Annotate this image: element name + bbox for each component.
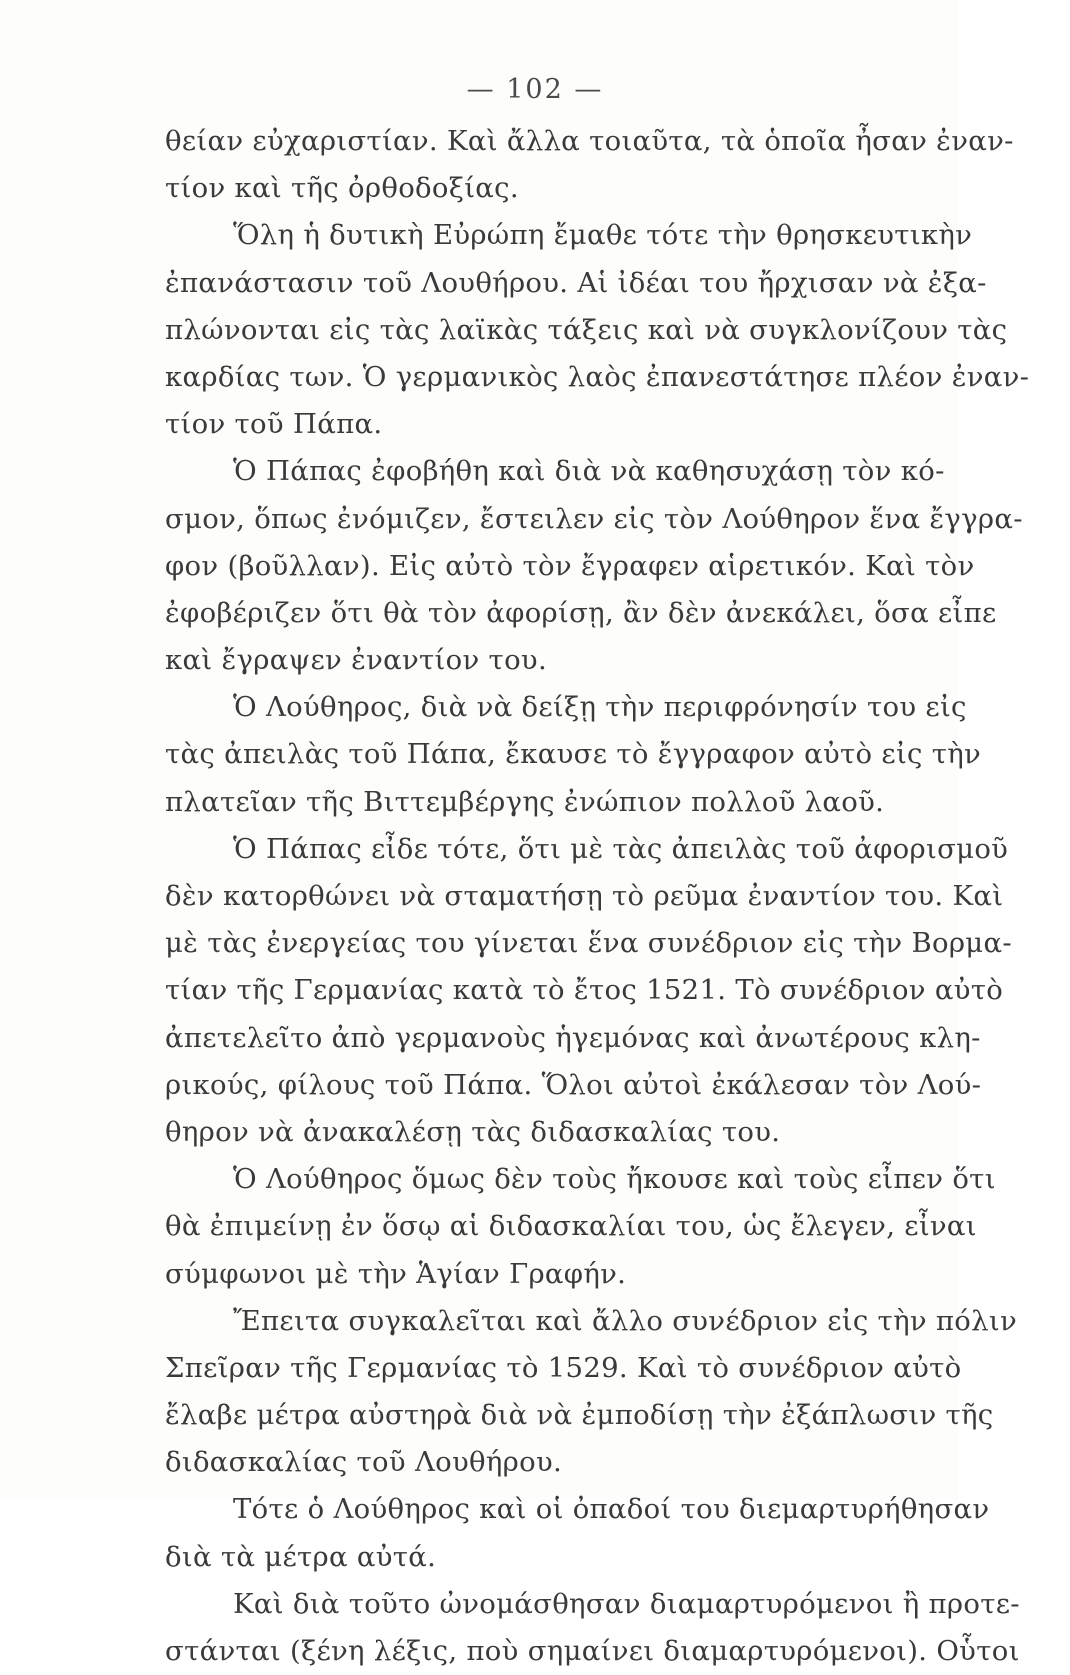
text-line: ἐφοβέριζεν ὅτι θὰ τὸν ἀφορίσῃ, ἂν δὲν ἀνεκάλει, ὅσα εἶπε (165, 596, 997, 629)
text-line: σμον, ὅπως ἐνόμιζεν, ἔστειλεν εἰς τὸν Λούθηρον ἕνα ἔγγρα- (165, 502, 1023, 535)
text-line: Ὅλη ἡ δυτικὴ Εὐρώπη ἔμαθε τότε τὴν θρησκευτικὴν (233, 219, 973, 252)
text-line: θὰ ἐπιμείνῃ ἐν ὅσῳ αἱ διδασκαλίαι του, ὡς ἔλεγεν, εἶναι (165, 1210, 977, 1243)
text-line: πλώνονται εἰς τὰς λαϊκὰς τάξεις καὶ νὰ συγκλονίζουν τὰς (165, 313, 1008, 346)
text-line: Σπεῖραν τῆς Γερμανίας τὸ 1529. Καὶ τὸ συνέδριον αὐτὸ (165, 1351, 962, 1384)
text-line: Ὁ Πάπας ἐφοβήθη καὶ διὰ νὰ καθησυχάσῃ τὸν κό- (233, 455, 945, 488)
text-line: καρδίας των. Ὁ γερμανικὸς λαὸς ἐπανεστάτησε πλέον ἐναν- (165, 360, 1030, 393)
text-line: Ὁ Πάπας εἶδε τότε, ὅτι μὲ τὰς ἀπειλὰς τοῦ ἀφορισμοῦ (233, 832, 1009, 865)
text-line: θείαν εὐχαριστίαν. Καὶ ἄλλα τοιαῦτα, τὰ ὁποῖα ἦσαν ἐναν- (165, 125, 1014, 157)
text-line: μὲ τὰς ἐνεργείας του γίνεται ἕνα συνέδριον εἰς τὴν Βορμα- (165, 927, 1012, 960)
text-line: Καὶ διὰ τοῦτο ὠνομάσθησαν διαμαρτυρόμενοι ἢ προτε- (233, 1587, 1020, 1620)
text-line: δὲν κατορθώνει νὰ σταματήσῃ τὸ ρεῦμα ἐναντίον του. Καὶ (165, 880, 1004, 912)
text-line: ἔλαβε μέτρα αὐστηρὰ διὰ νὰ ἐμποδίσῃ τὴν ἐξάπλωσιν τῆς (165, 1399, 994, 1432)
text-line: Τότε ὁ Λούθηρος καὶ οἱ ὀπαδοί του διεμαρτυρήθησαν (233, 1493, 990, 1526)
text-line: καὶ ἔγραψεν ἐναντίον του. (165, 644, 547, 677)
text-line: φον (βοῦλλαν). Εἰς αὐτὸ τὸν ἔγραφεν αἱρετικόν. Καὶ τὸν (165, 549, 975, 582)
text-line: τὰς ἀπειλὰς τοῦ Πάπα, ἔκαυσε τὸ ἔγγραφον αὐτὸ εἰς τὴν (165, 738, 982, 771)
page-number: — 102 — (466, 74, 604, 105)
text-line: τίον καὶ τῆς ὀρθοδοξίας. (165, 172, 519, 205)
text-line: θηρον νὰ ἀνακαλέσῃ τὰς διδασκαλίας του. (165, 1115, 781, 1148)
text-line: ἀπετελεῖτο ἀπὸ γερμανοὺς ἡγεμόνας καὶ ἀνωτέρους κλη- (165, 1021, 981, 1054)
text-line: τίον τοῦ Πάπα. (165, 408, 383, 441)
text-line: Ὁ Λούθηρος, διὰ νὰ δείξῃ τὴν περιφρόνησίν του εἰς (233, 691, 967, 724)
text-line: Ὁ Λούθηρος ὅμως δὲν τοὺς ἤκουσε καὶ τοὺς εἶπεν ὅτι (233, 1163, 996, 1196)
text-line: διὰ τὰ μέτρα αὐτά. (165, 1540, 437, 1573)
text-line: σύμφωνοι μὲ τὴν Ἁγίαν Γραφήν. (165, 1257, 627, 1290)
text-line: διδασκαλίας τοῦ Λουθήρου. (165, 1446, 562, 1479)
body-text (165, 118, 1030, 1675)
text-line: τίαν τῆς Γερμανίας κατὰ τὸ ἔτος 1521. Τὸ συνέδριον αὐτὸ (165, 974, 1004, 1007)
text-line: στάνται (ξένη λέξις, ποὺ σημαίνει διαμαρτυρόμενοι). Οὗτοι (165, 1635, 1020, 1667)
text-line: ρικούς, φίλους τοῦ Πάπα. Ὅλοι αὐτοὶ ἐκάλεσαν τὸν Λού- (165, 1068, 982, 1101)
text-line: πλατεῖαν τῆς Βιττεμβέργης ἐνώπιον πολλοῦ λαοῦ. (165, 785, 885, 818)
text-line: Ἔπειτα συγκαλεῖται καὶ ἄλλο συνέδριον εἰς τὴν πόλιν (233, 1304, 1017, 1337)
text-line: ἐπανάστασιν τοῦ Λουθήρου. Αἱ ἰδέαι του ἤρχισαν νὰ ἐξα- (165, 266, 987, 299)
